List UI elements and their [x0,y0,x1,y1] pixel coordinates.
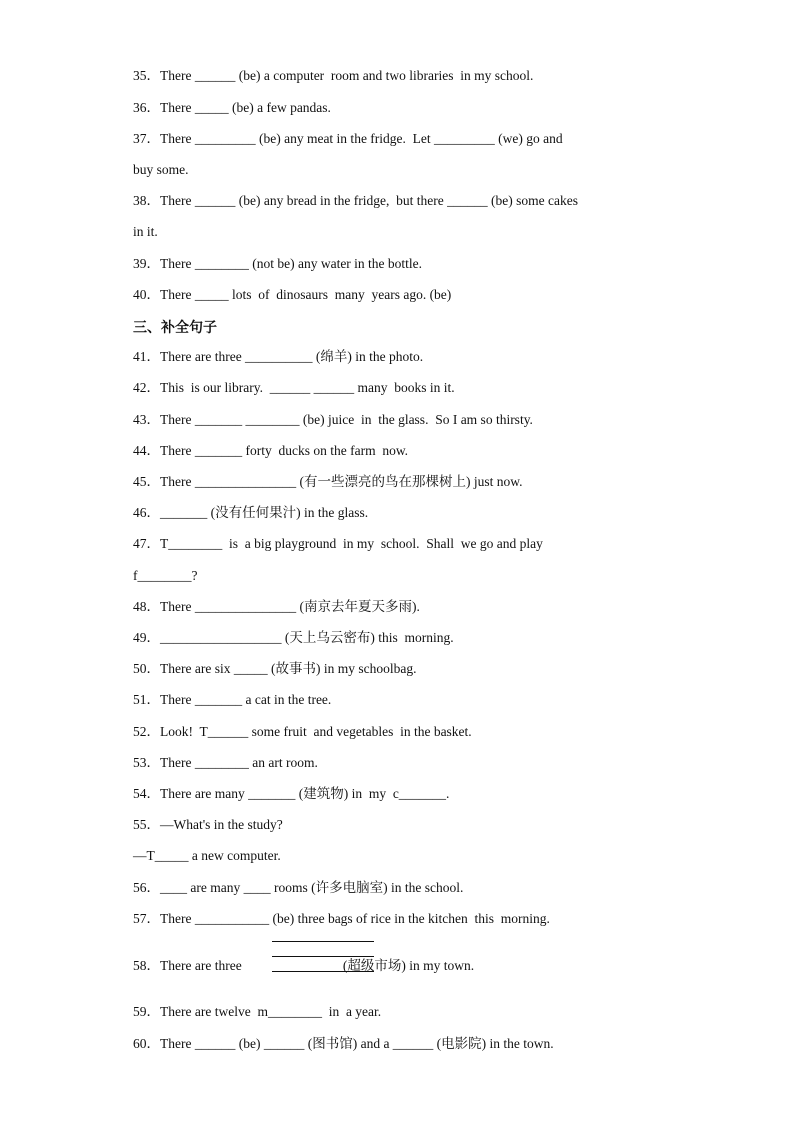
question-56: 56．____ are many ____ rooms (许多电脑室) in the school. [133,880,464,895]
question-57: 57．There ___________ (be) three bags of rice in the kitchen this morning. [133,911,550,926]
question-53: 53．There ________ an art room. [133,755,318,770]
question-42: 42．This is our library. ______ ______ many books in it. [133,380,455,395]
question-36: 36．There _____ (be) a few pandas. [133,100,331,115]
question-37: 37．There _________ (be) any meat in the fridge. Let _________ (we) go and [133,131,563,146]
question-59: 59．There are twelve m________ in a year. [133,1004,382,1019]
question-44: 44．There _______ forty ducks on the farm now. [133,443,409,458]
question-48: 48．There _______________ (南京去年夏天多雨). [133,599,420,614]
question-55-answer: —T_____ a new computer. [133,848,281,863]
question-51: 51．There _______ a cat in the tree. [133,692,332,707]
question-40: 40．There _____ lots of dinosaurs many years ago. (be) [133,287,452,302]
question-47-continuation: f________? [133,568,198,583]
question-35: 35．There ______ (be) a computer room and two libraries in my school. [133,68,534,83]
question-39: 39．There ________ (not be) any water in the bottle. [133,256,423,271]
question-49: 49．__________________ (天上乌云密布) this morning. [133,630,454,645]
question-45: 45．There _______________ (有一些漂亮的鸟在那棵树上) just now. [133,474,523,489]
answer-blank [272,941,374,942]
answer-blank [272,956,374,957]
question-55: 55．—What's in the study? [133,817,283,832]
question-43: 43．There _______ ________ (be) juice in the glass. So I am so thirsty. [133,412,533,427]
question-38-continuation: in it. [133,224,158,239]
question-60: 60．There ______ (be) ______ (图书馆) and a ______ (电影院) in the town. [133,1036,554,1051]
section-heading: 三、补全句子 [133,320,217,336]
question-41: 41．There are three __________ (绵羊) in the photo. [133,349,424,364]
question-37-continuation: buy some. [133,162,189,177]
question-58: 58．There are three (超级市场) in my town. [133,958,475,973]
question-50: 50．There are six _____ (故事书) in my schoolbag. [133,661,417,676]
question-54: 54．There are many _______ (建筑物) in my c_______. [133,786,450,801]
question-46: 46．_______ (没有任何果汁) in the glass. [133,505,369,520]
question-52: 52．Look! T______ some fruit and vegetables in the basket. [133,724,472,739]
question-47: 47．T________ is a big playground in my school. Shall we go and play [133,536,543,551]
question-38: 38．There ______ (be) any bread in the fridge, but there ______ (be) some cakes [133,193,578,208]
